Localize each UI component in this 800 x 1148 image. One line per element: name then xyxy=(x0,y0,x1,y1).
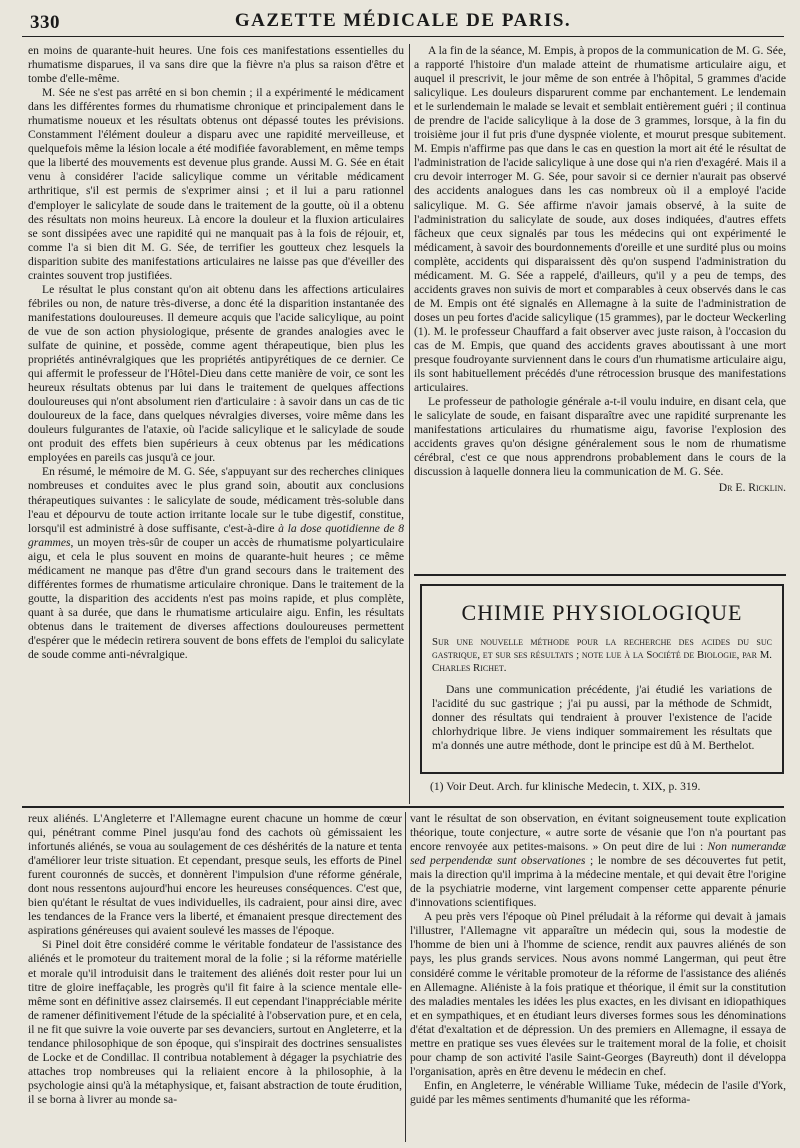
text-run: ; le nombre de ses découvertes fut petit, mais la direction qu'il imprima à la médecine mentale, et qui devait être l'origine de la psychiatrie moderne, vint largement compenser cette apparente pénurie d'innovations scientifiques. xyxy=(410,854,786,910)
paragraph: en moins de quarante-huit heures. Une fois ces manifestations essentielles du rhumatisme disparues, il va sans dire que la fièvre n'a plus sa raison d'être et tombe d'elle-même. xyxy=(28,44,404,86)
latin-quote: Non numerandæ sed perpendendæ sunt observationes xyxy=(410,840,786,868)
article-body: Dans une communication précédente, j'ai étudié les variations de l'acidité du suc gastrique ; j'ai pu aussi, par la méthode de Schmidt, donner des résultats qui tendraient à prouver l'existence de l'acide chlorhydrique libre. Je viens indiquer sommairement les résultats que m'a donnés une autre méthode, dont le principe est dû à M. Berthelot. xyxy=(432,683,772,753)
section-divider xyxy=(414,574,786,576)
paragraph: Le résultat le plus constant qu'on ait obtenu dans les affections articulaires fébriles ou non, de nature très-diverse, a donc été la disparition instantanée des manifestations douloureuses. Il demeure acquis que l'acide salicylique, au point de vue de son action physiologique, présente de grandes analogies avec le sulfate de quinine, et possède, comme agent thérapeutique, bien plus les propriétés antinévralgiques que les propriétés antipyrétiques de ce dernier. Ce qui affermit le professeur de l'Hôtel-Dieu dans cette manière de voir, ce sont les heureux résultats obtenus par lui dans le traitement de quelques affections douloureuses qui n'ont absolument rien d'articulaire : à savoir dans un cas de tic douloureux de la face, dans quelques névralgies diverses, voire même dans les douleurs fulgurantes de l'ataxie, où l'acide salicylique et le salicylade de soude ont produit des effets bien supérieurs à ceux obtenus par les médications employées en pareils cas jusqu'à ce jour. xyxy=(28,282,404,465)
upper-right-column xyxy=(414,44,786,496)
text-run: , un moyen très-sûr de couper un accès de rhumatisme polyarticulaire aigu, et cela le plus souvent en moins de quarante-huit heures ; ce même médicament ne manque pas d'être d'un grand secours dans le traitement des différentes formes de rhumatisme articulaire chronique. Dans le traitement de la goutte, la disparition des accidents n'est pas moins rapide, et plus complète, quant à sa durée, que dans le rhumatisme articulaire aigu. Enfin, les résultats obtenus dans le traitement de diverses affections douloureuses permettent d'espérer que le médecin retirera souvent de bons effets de l'emploi du salicylate de soude comme anti-névralgique. xyxy=(28,535,404,662)
paragraph xyxy=(28,465,404,662)
section-title: CHIMIE PHYSIOLOGIQUE xyxy=(461,600,743,625)
footnote: (1) Voir Deut. Arch. fur klinische Medecin, t. XIX, p. 319. xyxy=(430,780,701,793)
author-signature: Dr E. Ricklin. xyxy=(718,481,786,495)
column-divider xyxy=(405,812,406,1142)
paragraph: Le professeur de pathologie générale a-t-il voulu induire, en disant cela, que le salicylate de soude, en faisant disparaître avec une rapidité surprenante les manifestations articulaires du rhumatisme aigu, favorise l'explosion des accidents graves qu'on désigne généralement sous le nom de rhumatisme cérébral, c'est ce que nous apprendrons probablement dans le cours de la discussion à laquelle donnera lieu la communication de M. G. Sée. xyxy=(414,395,786,479)
italic-emphasis: à la dose quotidienne de 8 grammes xyxy=(28,521,404,549)
paragraph: A peu près vers l'époque où Pinel préludait à la réforme qui devait à jamais l'illustrer, l'Allemagne vit apparaître un médecin qui, sous la modestie de l'homme de bien uni à l'homme de science, rendit aux pauvres aliénés de son pays, les plus grands services. Nous avons nommé Langerman, qui peut être considéré comme le véritable promoteur de la réforme de l'assistance des aliénés en Allemagne. Aliéniste à la fois pratique et théorique, il émit sur la constitution des maladies mentales les idées les plus exactes, en les divisant en idiopathiques et en sympathiques, et en étudiant leurs diverses formes sous les dénominations d'état d'exaltation et de dépression. Un des premiers en Allemagne, il essaya de mettre en pratique ses vues élevées sur le traitement moral de la folie, et choisit pour champ de son activité l'asile Saint-Georges (Bayreuth) dont il développa l'organisation, après en être devenu le médecin en chef. xyxy=(410,910,786,1078)
text-run: En résumé, le mémoire de M. G. Sée, s'appuyant sur des recherches cliniques nombreuses et conduites avec le plus grand soin, aboutit aux conclusions thérapeutiques suivantes : le salicylate de soude, médicament très-soluble dans l'eau et dépourvu de toute action irritante locale sur le tube digestif, constitue, lorsqu'il est administré à dose suffisante, c'est-à-dire xyxy=(28,465,404,535)
lower-left-column xyxy=(28,812,402,1107)
column-divider xyxy=(409,44,410,804)
paragraph: Enfin, en Angleterre, le vénérable Williame Tuke, médecin de l'asile d'York, guidé par les mêmes sentiments d'humanité que les réforma- xyxy=(410,1078,786,1106)
paragraph: A la fin de la séance, M. Empis, à propos de la communication de M. G. Sée, a rapporté l'histoire d'un malade atteint de rhumatisme articulaire aigu, et auquel il prescrivit, le jour même de son entrée à l'hôpital, 5 grammes d'acide salicylique. Les douleurs disparurent comme par enchantement. Le lendemain et le surlendemain le malade se levait et semblait entièrement guéri ; il continua de prendre de l'acide salicylique à la dose de 3 grammes, lorsque, à la fin du troisième jour il fut pris d'une dyspnée violente, et mourut presque subitement. M. Empis n'affirme pas que dans le cas en question la mort ait été le résultat de l'administration de l'acide salicylique à une dose qui n'a rien d'exagéré. Mais il a cru devoir interroger M. G. Sée, pour savoir si ce dernier n'aurait pas observé des accidents analogues dans les cas nombreux où il a employé l'acide salicylique. M. G. Sée affirme n'avoir jamais observé, à la suite de l'administration du salicylate de soude, aux doses indiquées, d'autres effets fâcheux que ceux signalés par tous les médecins qui ont expérimenté le médicament, à savoir des bourdonnements d'oreille et une surdité plus ou moins complète, accidents qui disparaissent dès qu'on suspend l'administration du médicament. M. G. Sée a rappelé, d'ailleurs, qu'il y a peu de temps, des accidents graves non suivis de mort et comparables à ceux observés dans le cas de M. Empis ont été signalés en Allemagne à la suite de l'administration de doses un peu fortes d'acide salicylique (15 grammes), par le docteur Weckerling (1). M. le professeur Chauffard a fait observer avec juste raison, à l'occasion du cas de M. Empis, que quand des accidents graves aboutissant à une mort presque foudroyante surviennent dans le cours d'un rhumatisme articulaire aigu, ils sont habituellement précédés d'une rétrocession brusque des manifestations articulaires. xyxy=(414,44,786,395)
page-number: 330 xyxy=(30,12,60,33)
horizontal-divider xyxy=(22,806,784,808)
lower-right-column xyxy=(410,812,786,1107)
paragraph: Si Pinel doit être considéré comme le véritable fondateur de l'assistance des aliénés et le promoteur du traitement moral de la folie ; si la réforme matérielle et morale qu'il introduisit dans le traitement des aliénés doit rester pour lui un titre de gloire ineffaçable, les progrès qu'il fit faire à la science mentale elle-même sont en définitive assez clairsemés. Il eut cependant l'inappréciable mérite de ramener définitivement l'étude de la spécialité à l'observation pure, et en cela, il ne fit que suivre la voie ouverte par ses devanciers, surtout en Angleterre, et la tendance philosophique de son époque, qui s'inspirait des doctrines sensualistes de Locke et de Condillac. Il contribua notablement à dégager la psychiatrie des attaches trop nombreuses qui la reliaient encore à la philosophie, à la psychologie ainsi qu'à la métaphysique, et, faisant abstraction de toute érudition, il se borna à livrer au monde sa- xyxy=(28,938,402,1106)
page-header xyxy=(22,6,784,37)
chemistry-section xyxy=(420,584,784,774)
text-run: vant le résultat de son observation, en évitant soigneusement toute explication théorique, toute conjecture, « autre sorte de vésanie que l'on n'a pourtant pas encore renvoyée aux petites-maisons. » On peut dire de lui : xyxy=(410,812,786,854)
paragraph: M. Sée ne s'est pas arrêté en si bon chemin ; il a expérimenté le médicament dans les différentes formes du rhumatisme chronique et principalement dans le rhumatisme noueux et les résultats obtenus ont dépassé toutes les prévisions. Constamment l'élément douleur a disparu avec une rapidité merveilleuse, et quelquefois même la lésion locale a été modifiée favorablement, en même temps que la liberté des mouvements est devenue plus grande. Aussi M. G. Sée en était venu à considérer l'acide salicylique comme un véritable médicament arthritique, s'il est permis de s'exprimer ainsi ; et il lui a paru rationnel d'employer le salicylate de soude dans le traitement de la goutte, où il a obtenu des résultats non moins heureux. Là encore la douleur et la fluxion articulaires se sont dissipées avec une rapidité qui ne manquait pas à la fois de réjouir, et, comme l'a si bien dit M. G. Sée, de terrifier les goutteux chez lesquels la disparition subite des manifestations articulaires ne laisse pas que d'éveiller des craintes souvent trop justifiées. xyxy=(28,86,404,282)
journal-title: GAZETTE MÉDICALE DE PARIS. xyxy=(234,10,572,31)
paragraph xyxy=(410,812,786,910)
paragraph: reux aliénés. L'Angleterre et l'Allemagne eurent chacune un homme de cœur qui, pénétrant comme Pinel jusqu'au fond des cachots où gémissaient les infortunés aliénés, se voua au soulagement de ces déshérités de la nature et tenta d'améliorer leur triste situation. Et cependant, presque seuls, les efforts de Pinel furent couronnés de succès, et donnèrent l'impulsion d'une réforme générale, dont nous ressentons aujourd'hui encore les heureuses conséquences. C'est que, bien qu'étant le résultat de vues individuelles, ils cadraient, pour ainsi dire, avec les tendances de la France vers la liberté, et émanaient presque directement des aspirations généreuses qui avaient soulevé les masses de l'époque. xyxy=(28,812,402,938)
upper-left-column xyxy=(28,44,404,662)
article-subtitle: Sur une nouvelle méthode pour la recherche des acides du suc gastrique, et sur ses résultats ; note lue à la Société de Biologie, par M. Charles Richet. xyxy=(432,636,772,674)
